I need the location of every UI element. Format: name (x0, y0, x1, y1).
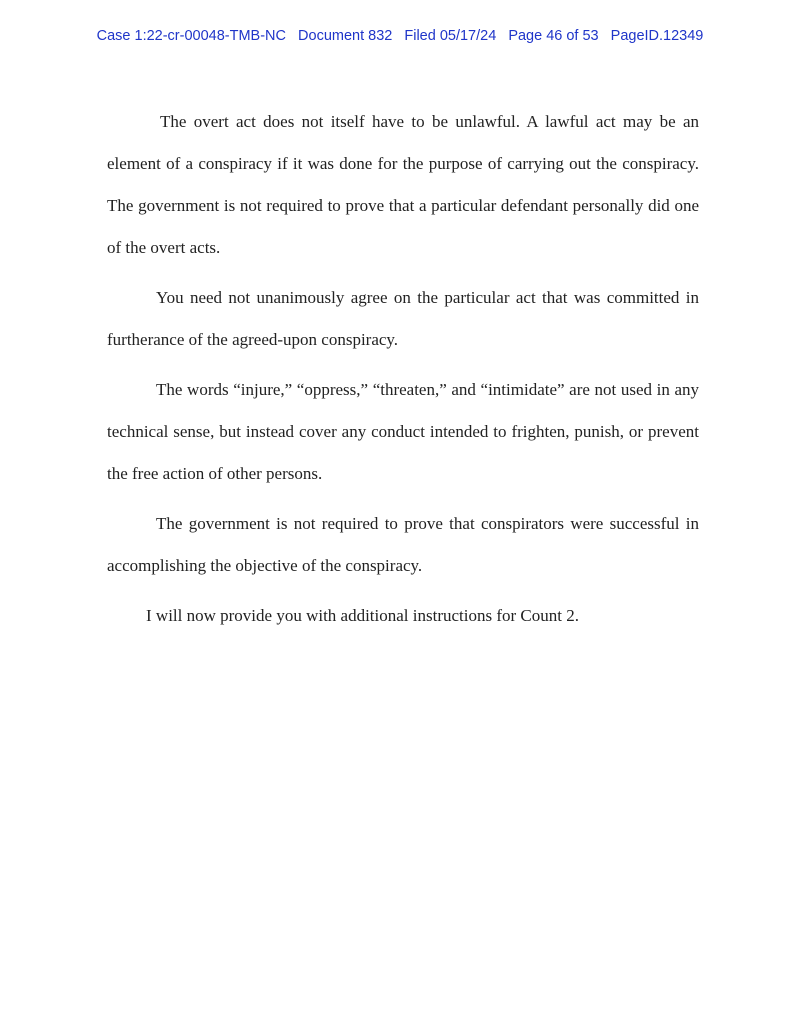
page-number: Page 46 of 53 (508, 28, 599, 44)
paragraph-transition: I will now provide you with additional instructions for Count 2. (146, 606, 579, 625)
document-body (107, 101, 699, 637)
page-id: PageID.12349 (610, 28, 704, 44)
paragraph-success: The government is not required to prove that conspirators were successful in accomplishing the objective of the conspiracy. (107, 514, 699, 575)
document-number: Document 832 (298, 28, 393, 44)
paragraph-overt-act: The overt act does not itself have to be unlawful. A lawful act may be an element of a conspiracy if it was done for the purpose of carrying out the conspiracy. The government is not required to prove that a particular defendant personally did one of the overt acts. (107, 112, 699, 257)
paragraph-unanimity: You need not unanimously agree on the particular act that was committed in furtherance of the agreed-upon conspiracy. (107, 288, 699, 349)
filed-date: Filed 05/17/24 (404, 28, 497, 44)
paragraph-definitions: The words “injure,” “oppress,” “threaten,” and “intimidate” are not used in any technical sense, but instead cover any conduct intended to frighten, punish, or prevent the free action of other persons. (107, 380, 699, 483)
case-number: Case 1:22-cr-00048-TMB-NC (96, 28, 286, 44)
case-header (0, 28, 800, 44)
